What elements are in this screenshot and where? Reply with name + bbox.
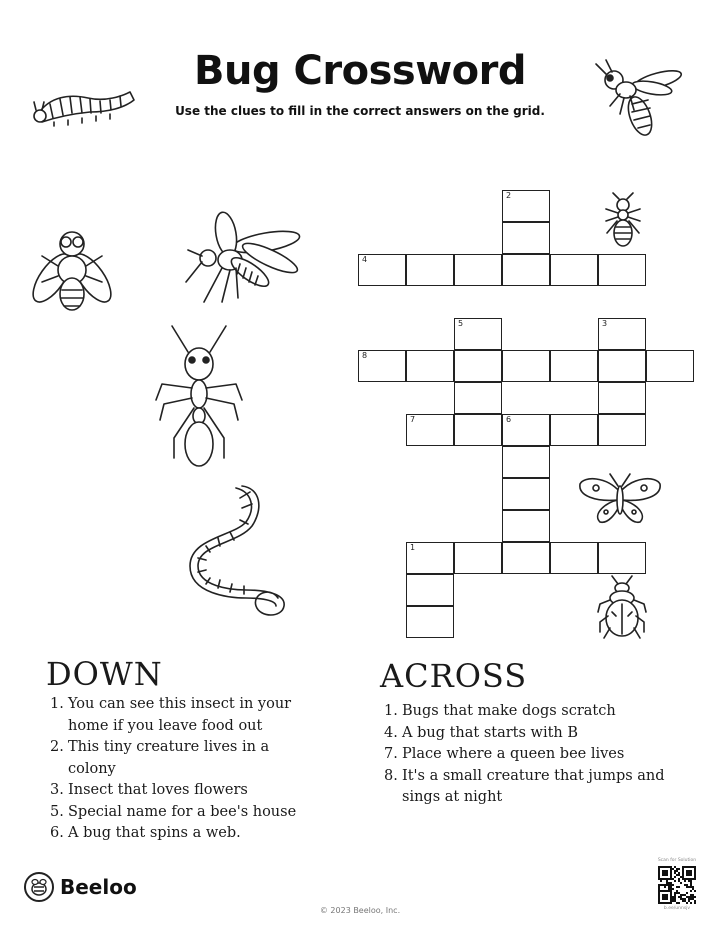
across-clue (384, 744, 684, 766)
crossword-cell[interactable] (358, 254, 406, 286)
crossword-cell[interactable] (502, 190, 550, 222)
crossword-cell[interactable] (598, 254, 646, 286)
down-clues (50, 694, 320, 845)
crossword-cell[interactable] (406, 350, 454, 382)
clue-text: This tiny creature lives in a colony (68, 739, 270, 777)
clue-text: A bug that starts with B (402, 724, 579, 741)
crossword-cell[interactable] (598, 542, 646, 574)
crossword-cell[interactable] (358, 350, 406, 382)
across-clue (384, 766, 684, 809)
qr-caption: Scan for Solution (657, 858, 697, 863)
clue-text: It's a small creature that jumps and sings at night (402, 767, 665, 805)
brand-name: Beeloo (60, 875, 137, 899)
brand-logo (24, 872, 137, 902)
clue-number: 4. (384, 724, 398, 741)
crossword-cell[interactable] (502, 414, 550, 446)
across-clue (384, 701, 684, 723)
page-title: Bug Crossword (194, 48, 526, 94)
down-clue (50, 780, 320, 802)
across-clue (384, 723, 684, 745)
across-heading: ACROSS (380, 657, 528, 695)
crossword-cell[interactable] (406, 254, 454, 286)
crossword-cell[interactable] (502, 478, 550, 510)
crossword-cell[interactable] (454, 414, 502, 446)
clue-number: 4 (362, 255, 368, 264)
down-clue (50, 802, 320, 824)
across-clues (384, 701, 684, 809)
clue-number: 8 (362, 351, 368, 360)
crossword-cell[interactable] (454, 318, 502, 350)
clue-number: 5. (50, 803, 64, 820)
crossword-cell[interactable] (502, 542, 550, 574)
clue-number: 6. (50, 825, 64, 841)
crossword-cell[interactable] (550, 350, 598, 382)
crossword-cell[interactable] (502, 446, 550, 478)
crossword-cell[interactable] (550, 542, 598, 574)
crossword-cell[interactable] (502, 350, 550, 382)
clue-text: Bugs that make dogs scratch (402, 703, 616, 719)
crossword-cell[interactable] (550, 254, 598, 286)
clue-number: 1. (50, 696, 64, 712)
clue-number: 3. (50, 782, 64, 798)
clue-text: Place where a queen bee lives (402, 746, 625, 762)
crossword-cell[interactable] (646, 350, 694, 382)
crossword-cell[interactable] (502, 254, 550, 286)
clue-number: 3 (602, 319, 608, 328)
crossword-cell[interactable] (598, 318, 646, 350)
down-clue (50, 737, 320, 780)
clue-number: 7. (384, 746, 398, 762)
clue-number: 7 (410, 415, 416, 424)
clue-text: Insect that loves flowers (68, 782, 248, 798)
clue-number: 1. (384, 703, 398, 719)
crossword-cell[interactable] (454, 254, 502, 286)
crossword-cell[interactable] (550, 414, 598, 446)
clue-number: 1 (410, 543, 416, 552)
crossword-cell[interactable] (502, 222, 550, 254)
clue-text: Special name for a bee's house (68, 803, 297, 820)
crossword-cell[interactable] (454, 382, 502, 414)
down-heading: DOWN (46, 655, 163, 693)
crossword-cell[interactable] (502, 510, 550, 542)
clue-text: You can see this insect in your home if you leave food out (68, 696, 292, 734)
crossword-cell[interactable] (454, 542, 502, 574)
down-clue (50, 694, 320, 737)
page-subtitle: Use the clues to fill in the correct answers on the grid. (175, 104, 545, 118)
crossword-cell[interactable] (598, 382, 646, 414)
crossword-cell[interactable] (406, 542, 454, 574)
crossword-cell[interactable] (406, 574, 454, 606)
qr-code-icon[interactable] (658, 866, 696, 904)
clue-number: 8. (384, 767, 398, 784)
crossword-cell[interactable] (598, 350, 646, 382)
copyright-text: © 2023 Beeloo, Inc. (319, 906, 401, 915)
crossword-cell[interactable] (598, 414, 646, 446)
clue-number: 5 (458, 319, 464, 328)
qr-link-text[interactable]: b.ee/unnsjv (663, 906, 691, 911)
crossword-cell[interactable] (454, 350, 502, 382)
clue-number: 2. (50, 739, 64, 755)
down-clue (50, 823, 320, 845)
clue-number: 6 (506, 415, 512, 424)
clue-text: A bug that spins a web. (68, 825, 241, 841)
crossword-cell[interactable] (406, 414, 454, 446)
crossword-cell[interactable] (406, 606, 454, 638)
bee-logo-icon (24, 872, 54, 902)
clue-number: 2 (506, 191, 512, 200)
